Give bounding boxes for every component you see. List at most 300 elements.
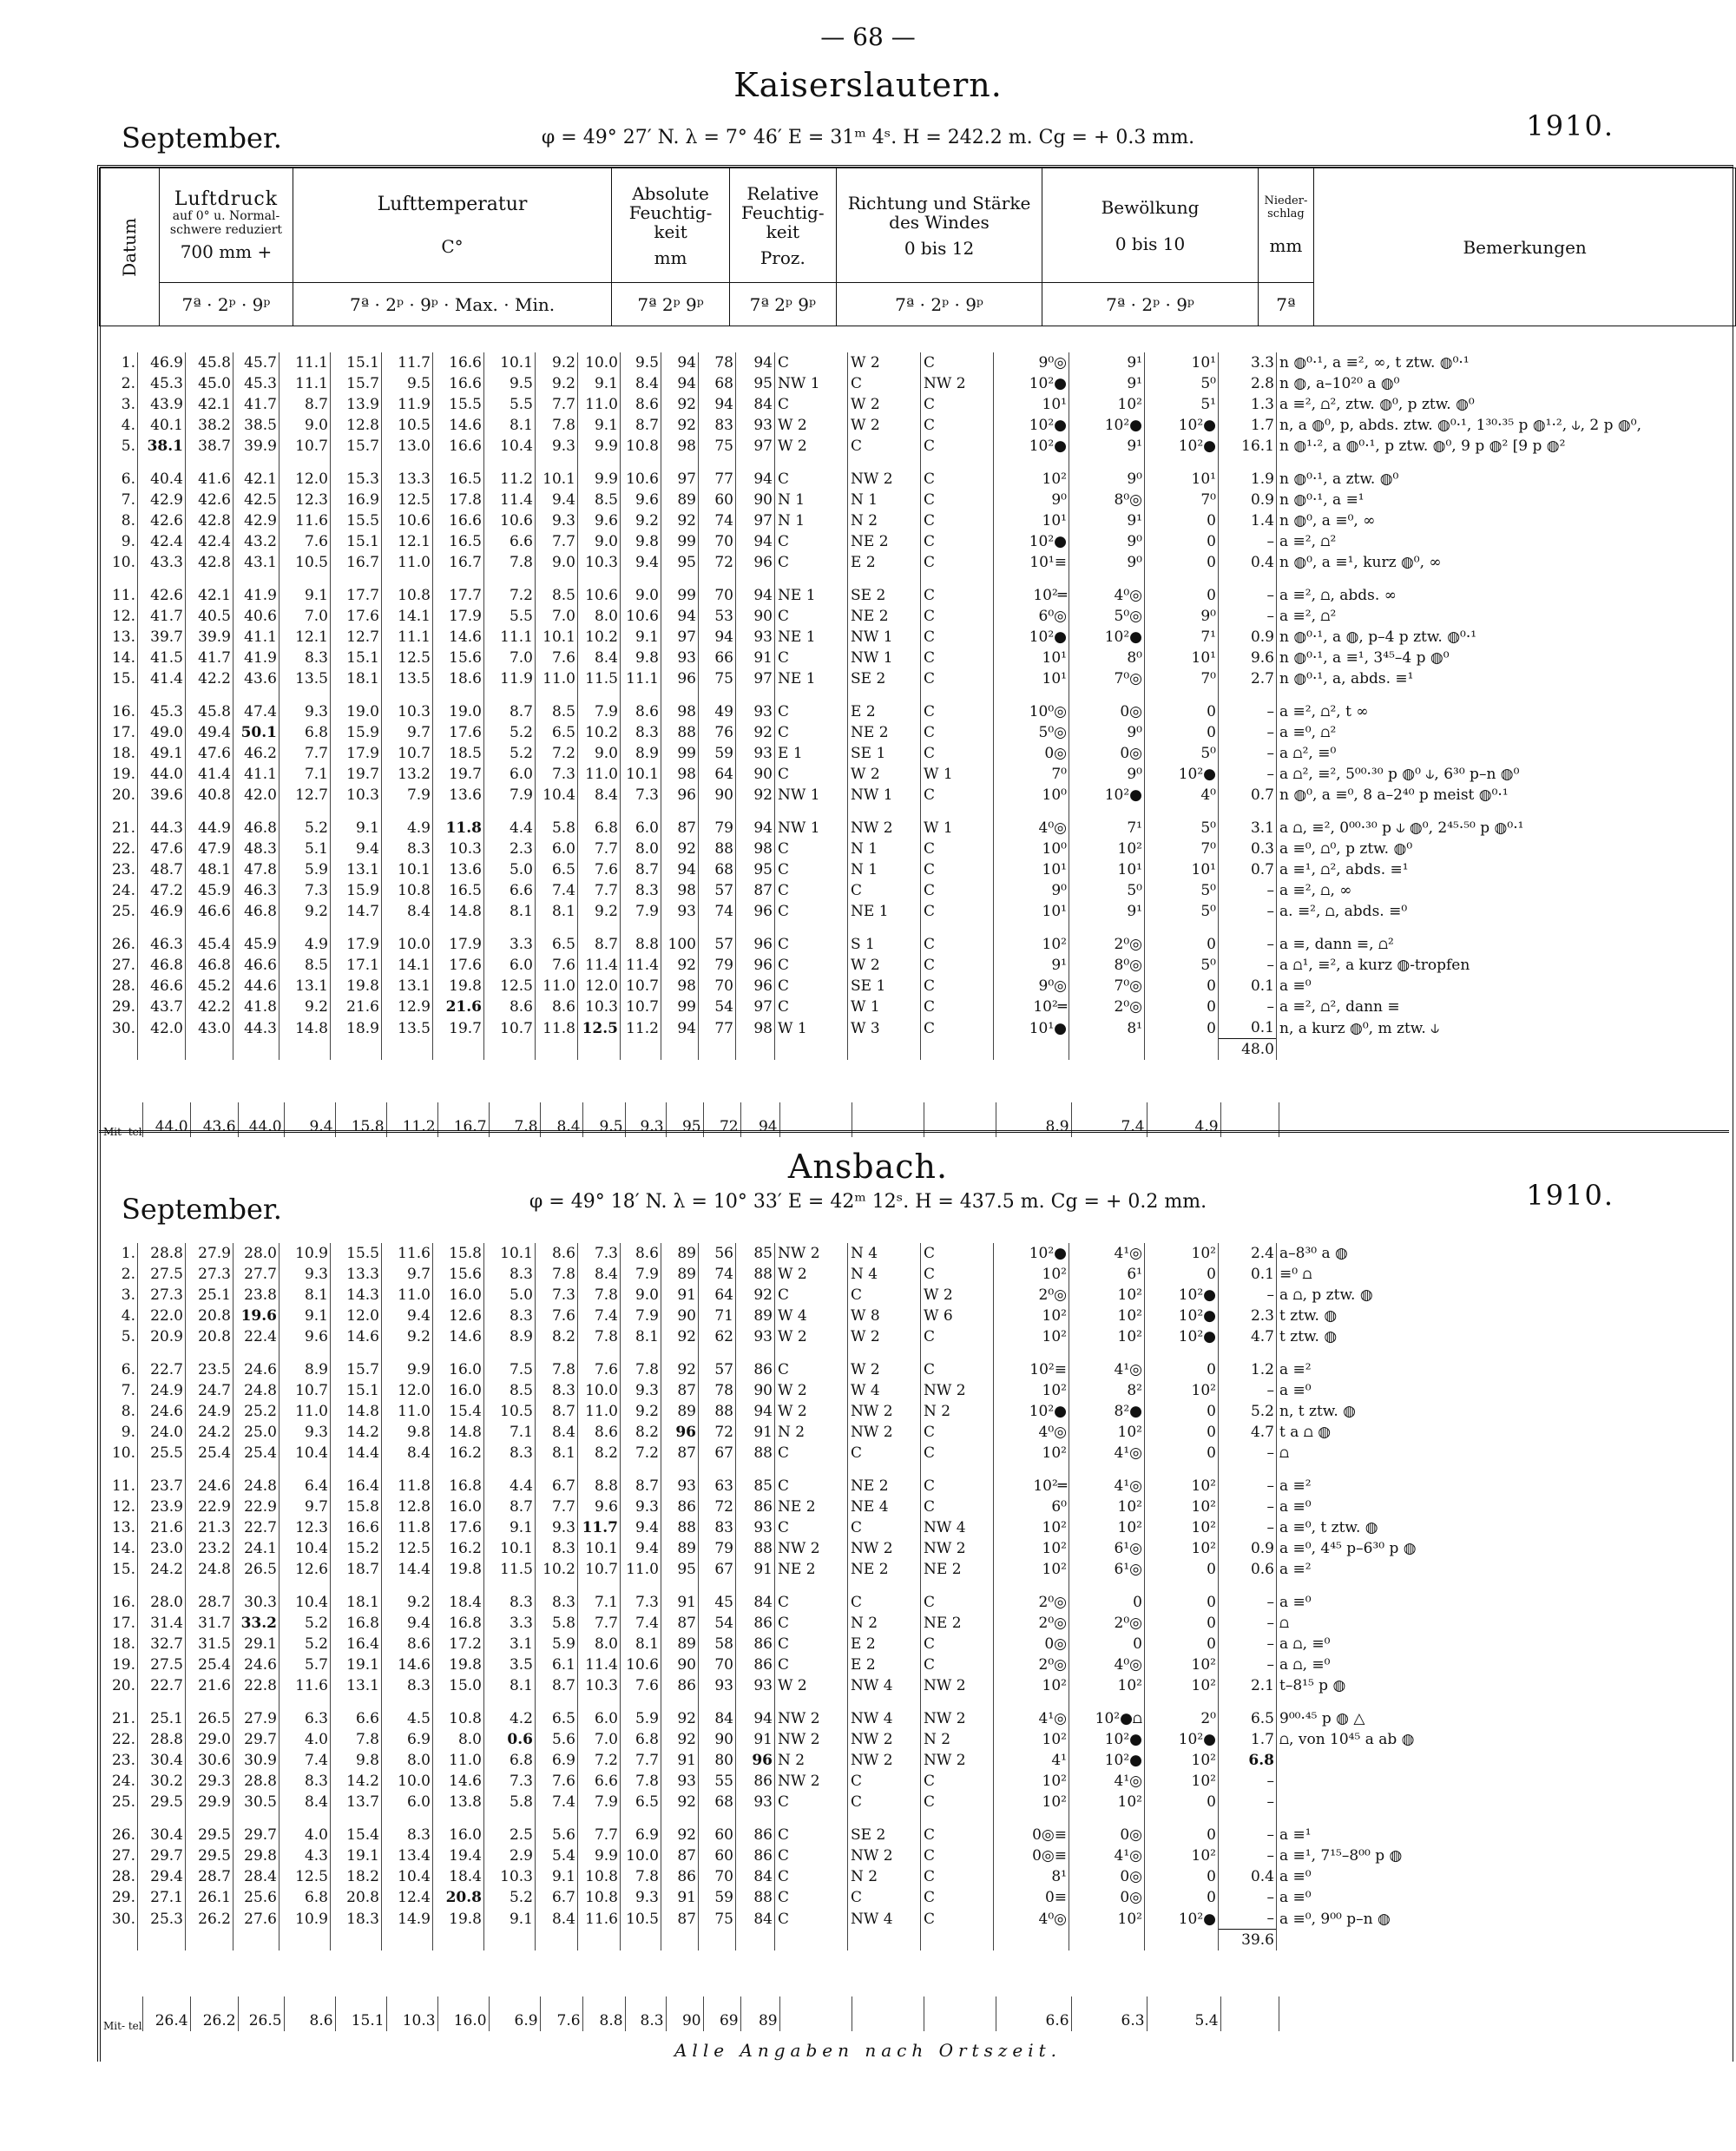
table-cell: 71 [699, 1306, 736, 1326]
table-cell: – [1219, 880, 1277, 901]
table-cell: 49.0 [138, 722, 186, 743]
table-cell: 10² [1145, 1845, 1219, 1866]
table-cell: W 2 [848, 415, 921, 436]
table-cell: 8.5 [279, 955, 331, 976]
table-cell: 10²● [994, 1243, 1069, 1264]
table-cell: 46.6 [186, 901, 233, 922]
table-cell: 56 [699, 1243, 736, 1264]
table-cell: 57 [699, 934, 736, 955]
table-row [101, 976, 1706, 997]
table-cell: 9.9 [578, 436, 621, 457]
table-cell: 86 [736, 1654, 775, 1675]
table-cell: 4.4 [484, 1476, 536, 1496]
table-cell: 12.0 [331, 1306, 382, 1326]
table-cell: 25.6 [233, 1887, 279, 1908]
table-cell: 94 [736, 818, 775, 839]
table-cell: 9.1 [484, 1517, 536, 1538]
table-cell: 21. [101, 1708, 138, 1729]
table-cell: 10²● [994, 436, 1069, 457]
table-cell: a ≡⁰, ⩍⁰, p ztw. ◍⁰ [1279, 840, 1413, 858]
table-cell: C [921, 1592, 994, 1613]
table-cell: 72 [699, 1422, 736, 1443]
table-cell: – [1219, 1613, 1277, 1634]
table-cell: 9.6 [279, 1326, 331, 1347]
table-cell: 7.7 [578, 1825, 621, 1845]
table-row [101, 394, 1706, 415]
table-cell: 46.9 [138, 352, 186, 373]
table-cell: 70 [699, 585, 736, 606]
table-cell: a ≡² [1279, 1477, 1312, 1495]
table-cell: 29.5 [138, 1792, 186, 1812]
table-cell: 2.5 [484, 1825, 536, 1845]
table-cell: 10.4 [536, 785, 578, 806]
mittel-label: Mit- tel [101, 1996, 142, 2031]
table-cell: 8.1 [621, 1634, 661, 1654]
table-cell: 19.1 [331, 1654, 382, 1675]
table-cell: a ⩍, ≡⁰ [1279, 1635, 1331, 1653]
table-row [101, 1792, 1706, 1812]
table-cell: 7.2 [621, 1443, 661, 1464]
table-cell: 0◎ [1069, 701, 1145, 722]
table-cell: 0 [1145, 722, 1219, 743]
table-cell: 41.4 [138, 668, 186, 689]
table-cell: NW 4 [848, 1708, 921, 1729]
table-cell: 20.8 [186, 1306, 233, 1326]
table-cell: NW 1 [775, 373, 848, 394]
table-cell: 8.4 [578, 648, 621, 668]
table-cell: 15.7 [331, 373, 382, 394]
table-cell: – [1219, 1792, 1277, 1812]
table-cell: 6.6 [578, 1771, 621, 1792]
table-cell: 7.9 [484, 785, 536, 806]
table-cell: 9.1 [536, 1866, 578, 1887]
table-cell: 0 [1145, 1017, 1219, 1039]
table-cell: 48.1 [186, 859, 233, 880]
table-cell: 9.0 [279, 415, 331, 436]
table-cell: 16.5 [433, 531, 484, 552]
table-cell: 6¹ [1069, 1264, 1145, 1285]
table-cell: NW 2 [921, 1380, 994, 1401]
table-cell: 8.8 [578, 1476, 621, 1496]
table-cell: 10.4 [279, 1538, 331, 1559]
table-cell: 10.1 [536, 469, 578, 490]
table-cell: 7.8 [621, 1771, 661, 1792]
table-cell: W 2 [848, 955, 921, 976]
table-cell: C [775, 1866, 848, 1887]
table-cell: 39.6 [138, 785, 186, 806]
table-cell: 27.3 [138, 1285, 186, 1306]
table-cell: 99 [661, 997, 699, 1017]
table-cell: 10¹≡ [994, 552, 1069, 573]
table-cell: 8.6 [578, 1422, 621, 1443]
table-cell: 10.0 [578, 1380, 621, 1401]
table-cell: SE 1 [848, 976, 921, 997]
table-cell: 44.9 [186, 818, 233, 839]
table-cell: 55 [699, 1771, 736, 1792]
table-cell: 8.1 [536, 1443, 578, 1464]
table-row [101, 1401, 1706, 1422]
table-cell: 19.6 [233, 1306, 279, 1326]
table-cell: 62 [699, 1326, 736, 1347]
table-row [101, 415, 1706, 436]
table-cell: 7.4 [279, 1750, 331, 1771]
table-cell: 16.5 [433, 880, 484, 901]
table-cell: 10.7 [279, 436, 331, 457]
table-cell: 16.2 [433, 1538, 484, 1559]
table-cell: 94 [661, 352, 699, 373]
table-cell: 1.7 [1219, 415, 1277, 436]
table-cell: 14.4 [331, 1443, 382, 1464]
table-cell: 93 [736, 1517, 775, 1538]
table-cell: 9.1 [279, 1306, 331, 1326]
mittel-value: 69 [703, 1996, 740, 2031]
table-cell: 8.9 [279, 1359, 331, 1380]
table-cell: 45.8 [186, 701, 233, 722]
header-temp-times: 7ª · 2ᵖ · 9ᵖ · Max. · Min. [293, 283, 612, 326]
mittel-value: 8.4 [540, 1102, 582, 1137]
table-cell: 16.6 [433, 510, 484, 531]
table-cell: 6.7 [536, 1887, 578, 1908]
table-cell: 10.6 [484, 510, 536, 531]
table-cell: n ◍⁰·¹, a ≡², ∞, t ztw. ◍⁰·¹ [1279, 354, 1470, 372]
table-cell: 7.8 [578, 1326, 621, 1347]
table-cell: 5.9 [621, 1708, 661, 1729]
table-cell: 41.7 [186, 648, 233, 668]
table-cell: 40.4 [138, 469, 186, 490]
table-cell: 42.4 [138, 531, 186, 552]
table-cell: 94 [736, 469, 775, 490]
table-cell: 8.5 [536, 701, 578, 722]
table-cell: C [921, 701, 994, 722]
table-cell: 91 [661, 1887, 699, 1908]
table-cell: 47.4 [233, 701, 279, 722]
table-cell: 5.5 [484, 394, 536, 415]
table-cell: N 2 [848, 1866, 921, 1887]
mittel-value: 5.4 [1147, 1996, 1220, 2031]
table-cell: 6.8 [279, 722, 331, 743]
table-cell: 25. [101, 901, 138, 922]
table-cell: 10²● [1069, 1729, 1145, 1750]
table-cell: 39.9 [186, 627, 233, 648]
mittel-value: 6.6 [996, 1996, 1071, 2031]
table-cell: 27.9 [186, 1243, 233, 1264]
table-cell: 12.7 [331, 627, 382, 648]
table-cell: 13.3 [331, 1264, 382, 1285]
table-cell: 94 [736, 352, 775, 373]
table-cell: 9.9 [578, 469, 621, 490]
table-cell: 87 [661, 1443, 699, 1464]
table-cell: 11.1 [621, 668, 661, 689]
table-cell: 47.6 [138, 839, 186, 859]
table-cell: 14.3 [331, 1285, 382, 1306]
table-cell: 2⁰◎ [994, 1592, 1069, 1613]
table-cell: 10.5 [382, 415, 433, 436]
table-cell: 10²● [1145, 1729, 1219, 1750]
table-cell: 0 [1145, 1264, 1219, 1285]
table-cell: 97 [736, 997, 775, 1017]
table-cell: C [775, 722, 848, 743]
table-cell: 8.3 [279, 1771, 331, 1792]
table-cell: – [1219, 1380, 1277, 1401]
table-cell: C [775, 1634, 848, 1654]
table-cell: 5.0 [484, 859, 536, 880]
data-table-ansbach [101, 1243, 1706, 1950]
table-cell: 42.6 [138, 510, 186, 531]
table-cell: 9.1 [578, 373, 621, 394]
table-cell: 8.3 [536, 1592, 578, 1613]
table-cell: 92 [736, 785, 775, 806]
table-cell: 11.1 [279, 352, 331, 373]
table-cell: 45.9 [233, 934, 279, 955]
table-cell: 10²● [994, 627, 1069, 648]
table-cell: 86 [736, 1771, 775, 1792]
table-cell: 9¹ [994, 955, 1069, 976]
table-cell: 10¹ [994, 901, 1069, 922]
table-cell: 3.1 [484, 1634, 536, 1654]
table-cell: 19.0 [331, 701, 382, 722]
table-cell: 0.9 [1219, 1538, 1277, 1559]
mittel-value: 9.4 [284, 1102, 335, 1137]
table-cell: 24.0 [138, 1422, 186, 1443]
table-cell: 16.4 [331, 1634, 382, 1654]
table-cell: 24.8 [233, 1380, 279, 1401]
table-cell: 87 [661, 1845, 699, 1866]
table-cell: 9.2 [382, 1326, 433, 1347]
table-cell: 75 [699, 668, 736, 689]
table-cell: 30.2 [138, 1771, 186, 1792]
table-cell: C [921, 415, 994, 436]
table-cell: 7.4 [536, 1792, 578, 1812]
table-cell: a ≡⁰ [1279, 1382, 1312, 1399]
table-cell: 10² [1069, 1306, 1145, 1326]
table-cell: 15.9 [331, 722, 382, 743]
table-cell: 5⁰ [1069, 880, 1145, 901]
table-cell: 41.1 [233, 764, 279, 785]
table-cell: 29.7 [138, 1845, 186, 1866]
table-cell: 9.2 [279, 997, 331, 1017]
table-cell: 9.8 [382, 1422, 433, 1443]
table-cell: 8.1 [484, 901, 536, 922]
mittel-value: 44.0 [238, 1102, 284, 1137]
table-cell: 19.4 [433, 1845, 484, 1866]
table-cell: C [921, 668, 994, 689]
table-cell: 10.4 [279, 1443, 331, 1464]
table-cell: C [775, 1845, 848, 1866]
table-cell: 3.3 [484, 1613, 536, 1634]
table-cell: 0 [1145, 701, 1219, 722]
table-cell: – [1219, 1845, 1277, 1866]
table-cell: 22.4 [233, 1326, 279, 1347]
table-cell: – [1219, 1908, 1277, 1930]
table-cell: 10.1 [621, 764, 661, 785]
mittel-value: 7.8 [489, 1102, 540, 1137]
table-cell: 28.0 [138, 1592, 186, 1613]
table-cell: t ztw. ◍ [1279, 1328, 1338, 1345]
table-cell: 25. [101, 1792, 138, 1812]
table-row [101, 1359, 1706, 1380]
table-cell: 41.6 [186, 469, 233, 490]
table-cell: 10.9 [279, 1908, 331, 1930]
table-cell: 54 [699, 997, 736, 1017]
table-cell: 17.9 [433, 934, 484, 955]
month-label-2: September. [122, 1193, 282, 1226]
table-cell: 10²●⩍ [1069, 1708, 1145, 1729]
table-cell: 78 [699, 352, 736, 373]
table-cell: 42.0 [138, 1017, 186, 1039]
table-cell: 9.9 [578, 1845, 621, 1866]
table-cell: NE 1 [848, 901, 921, 922]
table-cell: 11.0 [382, 1285, 433, 1306]
table-cell: 45.8 [186, 352, 233, 373]
table-cell: 96 [736, 1750, 775, 1771]
table-cell: 92 [661, 1326, 699, 1347]
table-cell: 22.0 [138, 1306, 186, 1326]
table-cell: NW 1 [848, 627, 921, 648]
table-cell: – [1219, 1654, 1277, 1675]
table-cell: 94 [699, 627, 736, 648]
table-cell: 93 [661, 901, 699, 922]
table-cell: 99 [661, 585, 699, 606]
table-cell [1277, 1750, 1707, 1771]
table-cell: SE 2 [848, 1825, 921, 1845]
table-cell: 4.9 [279, 934, 331, 955]
table-cell: 20.8 [433, 1887, 484, 1908]
table-cell: N 2 [775, 1422, 848, 1443]
table-cell: C [921, 859, 994, 880]
table-cell: 30.5 [233, 1792, 279, 1812]
table-cell: C [775, 1359, 848, 1380]
table-cell: 11.5 [578, 668, 621, 689]
table-cell: 19.1 [331, 1845, 382, 1866]
table-cell: 42.2 [186, 997, 233, 1017]
table-cell: 8.3 [621, 880, 661, 901]
table-cell: a ≡⁰ [1279, 1498, 1312, 1516]
table-cell: 29. [101, 1887, 138, 1908]
table-cell: 16.8 [331, 1613, 382, 1634]
table-cell: 5⁰◎ [1069, 606, 1145, 627]
table-cell: 14.6 [433, 415, 484, 436]
table-cell: 13.3 [382, 469, 433, 490]
table-cell: NW 2 [848, 1538, 921, 1559]
table-cell: t ztw. ◍ [1279, 1307, 1338, 1325]
table-cell: 5.9 [279, 859, 331, 880]
table-cell: ≡⁰ ⩍ [1279, 1266, 1312, 1283]
table-cell: 98 [661, 976, 699, 997]
table-cell: 17.1 [331, 955, 382, 976]
table-cell: 64 [699, 1285, 736, 1306]
table-cell: 88 [699, 1401, 736, 1422]
mittel-value: 11.2 [386, 1102, 437, 1137]
table-cell: 13.5 [382, 668, 433, 689]
mittel-value: 9.5 [582, 1102, 625, 1137]
table-cell: 7⁰◎ [1069, 976, 1145, 997]
table-cell: 10.6 [578, 585, 621, 606]
table-cell: 10²● [1145, 1326, 1219, 1347]
table-cell: 9.7 [382, 1264, 433, 1285]
table-cell: 11.8 [382, 1517, 433, 1538]
table-cell: a ≡², ⩍, abds. ∞ [1279, 587, 1397, 604]
table-cell: 12. [101, 606, 138, 627]
table-cell: C [921, 1476, 994, 1496]
table-cell: 14.8 [279, 1017, 331, 1039]
table-cell: NW 1 [775, 818, 848, 839]
table-cell: C [775, 1613, 848, 1634]
table-cell: 11.6 [578, 1908, 621, 1930]
table-cell: 3.5 [484, 1654, 536, 1675]
table-cell: 93 [736, 1326, 775, 1347]
table-cell: 14.7 [331, 901, 382, 922]
precip-sum: 39.6 [1219, 1930, 1277, 1951]
table-cell: 16.4 [331, 1476, 382, 1496]
table-cell: NE 2 [921, 1613, 994, 1634]
table-cell: 0 [1145, 1359, 1219, 1380]
table-cell: C [775, 976, 848, 997]
table-cell: 8.7 [578, 934, 621, 955]
table-cell: 10² [1069, 1422, 1145, 1443]
table-cell: 95 [736, 373, 775, 394]
table-cell: 95 [661, 1559, 699, 1580]
table-cell: 29. [101, 997, 138, 1017]
table-cell: 31.5 [186, 1634, 233, 1654]
table-cell: 29.7 [233, 1825, 279, 1845]
table-cell: 14.6 [433, 627, 484, 648]
table-cell: W 2 [775, 436, 848, 457]
table-cell: 25.2 [233, 1401, 279, 1422]
column-header [99, 168, 1736, 326]
table-row [101, 785, 1706, 806]
table-cell: 10² [994, 469, 1069, 490]
table-cell: 0◎ [994, 1634, 1069, 1654]
table-cell: 95 [736, 859, 775, 880]
table-cell: 2.4 [1219, 1243, 1277, 1264]
table-cell: 45.3 [233, 373, 279, 394]
table-cell: 14.8 [331, 1401, 382, 1422]
table-cell: 9.2 [621, 510, 661, 531]
table-cell: 13.8 [433, 1792, 484, 1812]
table-cell: 11.7 [578, 1517, 621, 1538]
table-cell: n ◍⁰·¹, a ≡¹, 3⁴⁵–4 p ◍⁰ [1279, 649, 1450, 667]
table-cell: 2.3 [484, 839, 536, 859]
table-cell: 15.3 [331, 469, 382, 490]
table-cell: 11.8 [536, 1017, 578, 1039]
table-cell: 10.2 [536, 1559, 578, 1580]
table-cell: 43.3 [138, 552, 186, 573]
table-cell: 10² [1145, 1538, 1219, 1559]
table-cell: a ⩍², ≡⁰ [1279, 745, 1337, 762]
table-cell: 23.2 [186, 1538, 233, 1559]
table-cell: 93 [736, 1792, 775, 1812]
table-cell: 10¹ [1069, 859, 1145, 880]
table-cell: 15. [101, 1559, 138, 1580]
table-cell: 18. [101, 743, 138, 764]
table-cell: 8.3 [536, 1538, 578, 1559]
table-row [101, 373, 1706, 394]
table-cell: 9.0 [536, 552, 578, 573]
table-cell: 92 [736, 722, 775, 743]
table-cell: N 2 [921, 1729, 994, 1750]
table-cell: 7. [101, 1380, 138, 1401]
table-cell: 10.5 [621, 1908, 661, 1930]
table-cell: 42.1 [186, 394, 233, 415]
table-cell: 89 [661, 1634, 699, 1654]
table-cell: 10² [1069, 1675, 1145, 1696]
table-cell: 10.1 [578, 1538, 621, 1559]
table-cell: E 2 [848, 1654, 921, 1675]
table-cell: 19. [101, 1654, 138, 1675]
table-cell: 15.6 [433, 1264, 484, 1285]
table-cell: – [1219, 531, 1277, 552]
table-row [101, 934, 1706, 955]
